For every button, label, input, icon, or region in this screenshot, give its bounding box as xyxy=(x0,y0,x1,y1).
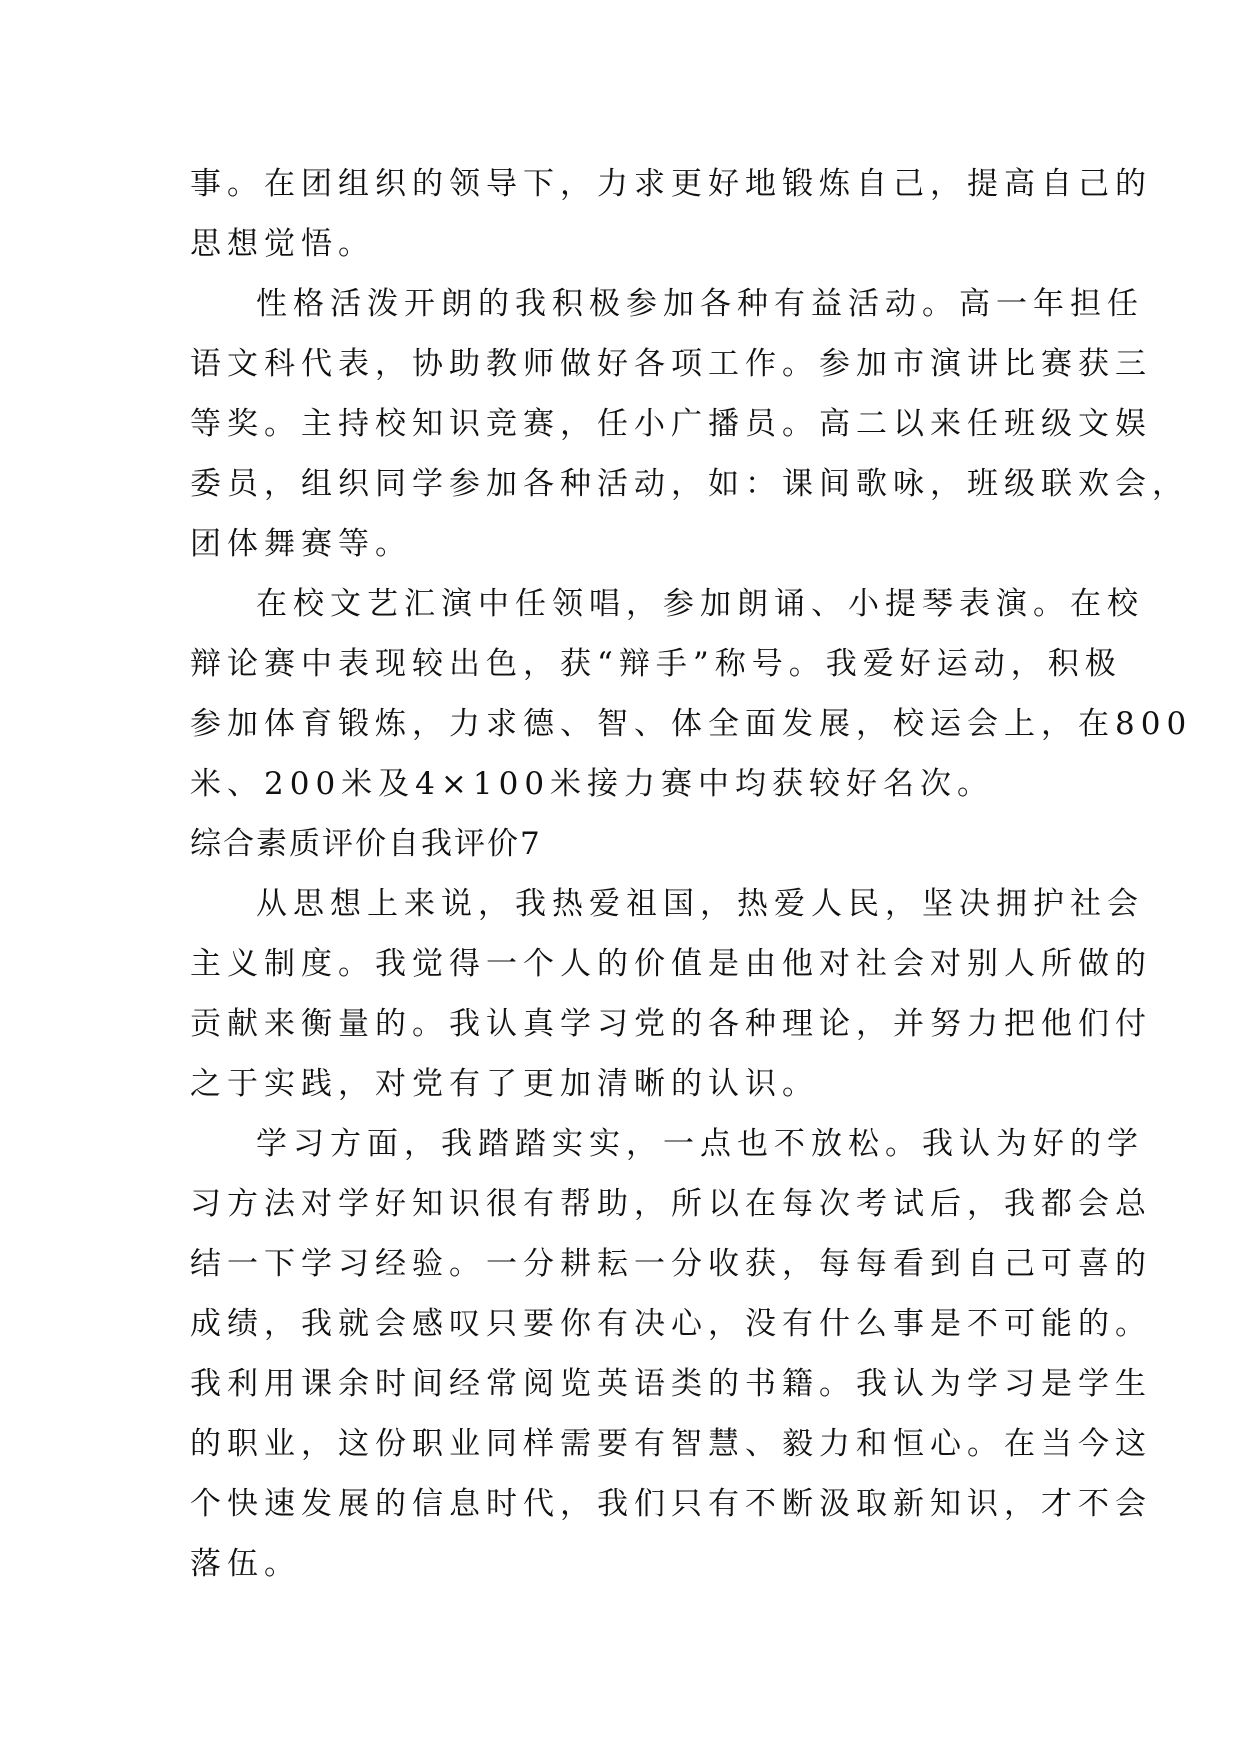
text-line: 参加体育锻炼，力求德、智、体全面发展，校运会上，在800 xyxy=(190,706,1193,742)
paragraph-start: 学习方面，我踏踏实实，一点也不放松。我认为好的学 xyxy=(256,1126,1144,1162)
text-line: 主义制度。我觉得一个人的价值是由他对社会对别人所做的 xyxy=(190,946,1152,982)
paragraph-start: 性格活泼开朗的我积极参加各种有益活动。高一年担任 xyxy=(256,286,1144,322)
text-line: 委员，组织同学参加各种活动，如：课间歌咏，班级联欢会， xyxy=(190,466,1189,502)
text-line: 落伍。 xyxy=(190,1546,301,1582)
text-line: 事。在团组织的领导下，力求更好地锻炼自己，提高自己的 xyxy=(190,166,1152,202)
text-line: 等奖。主持校知识竞赛，任小广播员。高二以来任班级文娱 xyxy=(190,406,1152,442)
text-line: 之于实践，对党有了更加清晰的认识。 xyxy=(190,1066,819,1102)
paragraph-start: 从思想上来说，我热爱祖国，热爱人民，坚决拥护社会 xyxy=(256,886,1144,922)
text-line: 习方法对学好知识很有帮助，所以在每次考试后，我都会总 xyxy=(190,1186,1152,1222)
text-line: 思想觉悟。 xyxy=(190,226,375,262)
paragraph-start: 在校文艺汇演中任领唱，参加朗诵、小提琴表演。在校 xyxy=(256,586,1144,622)
text-line: 团体舞赛等。 xyxy=(190,526,412,562)
text-line: 成绩，我就会感叹只要你有决心，没有什么事是不可能的。 xyxy=(190,1306,1152,1342)
document-body xyxy=(190,154,1193,1594)
text-line: 贡献来衡量的。我认真学习党的各种理论，并努力把他们付 xyxy=(190,1006,1152,1042)
text-line: 个快速发展的信息时代，我们只有不断汲取新知识，才不会 xyxy=(190,1486,1152,1522)
text-line: 米、200米及4×100米接力赛中均获较好名次。 xyxy=(190,766,995,802)
text-line: 结一下学习经验。一分耕耘一分收获，每每看到自己可喜的 xyxy=(190,1246,1152,1282)
text-line: 我利用课余时间经常阅览英语类的书籍。我认为学习是学生 xyxy=(190,1366,1152,1402)
section-heading: 综合素质评价自我评价7 xyxy=(190,826,542,862)
text-line: 的职业，这份职业同样需要有智慧、毅力和恒心。在当今这 xyxy=(190,1426,1152,1462)
text-line: 语文科代表，协助教师做好各项工作。参加市演讲比赛获三 xyxy=(190,346,1152,382)
text-line: 辩论赛中表现较出色，获“辩手”称号。我爱好运动，积极 xyxy=(190,646,1122,682)
